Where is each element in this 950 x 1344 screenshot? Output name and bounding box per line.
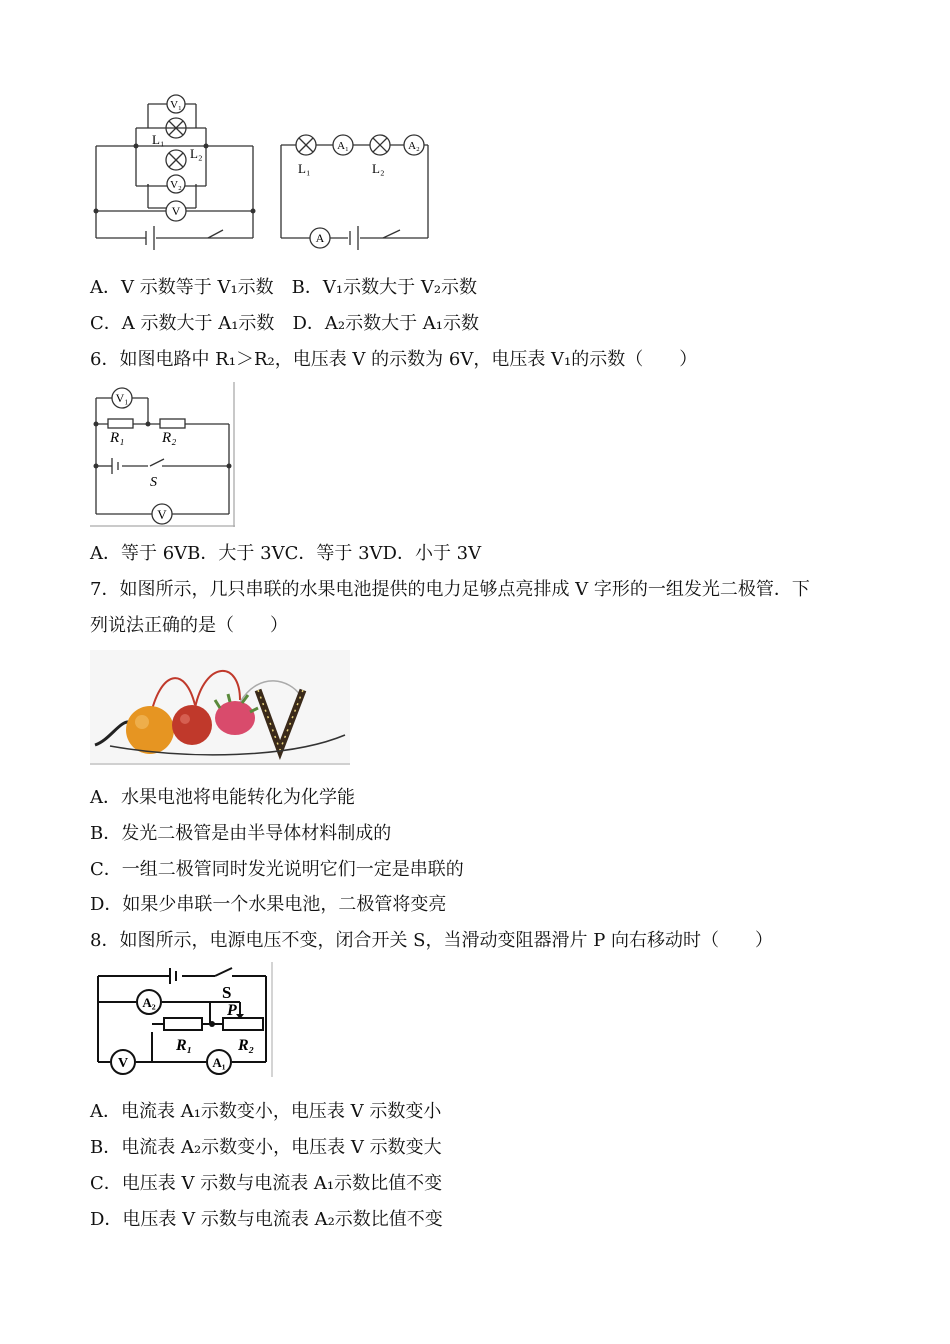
meter-v2-label: V₂ xyxy=(170,179,182,191)
q6-options: A．等于 6VB．大于 3VC．等于 3VD．小于 3V xyxy=(90,543,482,564)
q7-fruit-battery-photo xyxy=(90,650,350,765)
q8-option-c: C．电压表 V 示数与电流表 A₁示数比值不变 xyxy=(90,1173,443,1194)
meter-a-label: A xyxy=(315,231,325,245)
q5-option-a: A．V 示数等于 V₁示数 xyxy=(90,277,274,298)
meter-a1-label: A₁ xyxy=(337,140,349,152)
lamp-l2-right-label: L₂ xyxy=(372,161,385,176)
q8-circuit-figure xyxy=(90,962,280,1077)
lamp-l2-label: L₂ xyxy=(190,146,203,161)
q7-option-b: B．发光二极管是由半导体材料制成的 xyxy=(90,823,392,844)
fig6-v-label: V xyxy=(157,507,167,522)
q5-options-cd xyxy=(90,312,479,336)
q6-stem: 6．如图电路中 R₁＞R₂，电压表 V 的示数为 6V，电压表 V₁的示数（ ） xyxy=(90,349,698,370)
q6-circuit-figure xyxy=(90,382,235,527)
fig8-s-label: S xyxy=(222,983,232,1002)
fig8-a1-label: A₁ xyxy=(212,1055,226,1070)
fig6-s-label: S xyxy=(150,475,157,490)
q8-stem: 8．如图所示，电源电压不变，闭合开关 S，当滑动变阻器滑片 P 向右移动时（ ） xyxy=(90,930,774,951)
q7-stem-line2: 列说法正确的是（ ） xyxy=(90,615,288,636)
q5-option-b: B．V₁示数大于 V₂示数 xyxy=(291,277,478,298)
q5-option-d: D．A₂示数大于 A₁示数 xyxy=(292,313,480,334)
q7-option-d: D．如果少串联一个水果电池，二极管将变亮 xyxy=(90,894,447,915)
fig6-r2-label: R₂ xyxy=(162,430,177,446)
fig8-r2-label: R₂ xyxy=(238,1037,255,1054)
fig8-v-label: V xyxy=(117,1056,129,1071)
fig8-p-label: P xyxy=(227,1002,237,1019)
meter-v-label: V xyxy=(171,204,181,218)
q8-option-d: D．电压表 V 示数与电流表 A₂示数比值不变 xyxy=(90,1209,443,1230)
meter-v1-label: V₁ xyxy=(170,99,182,111)
fig8-a2-label: A₂ xyxy=(142,995,156,1010)
q8-option-b: B．电流表 A₂示数变小，电压表 V 示数变大 xyxy=(90,1137,442,1158)
q5-options-ab xyxy=(90,276,477,300)
lamp-l1-right-label: L₁ xyxy=(298,161,311,176)
fig6-v1-label: V₁ xyxy=(115,391,129,405)
q7-option-a: A．水果电池将电能转化为化学能 xyxy=(90,787,355,808)
q7-option-c: C．一组二极管同时发光说明它们一定是串联的 xyxy=(90,859,464,880)
fig8-r1-label: R₁ xyxy=(176,1037,193,1054)
q7-stem-line1: 7．如图所示，几只串联的水果电池提供的电力足够点亮排成 V 字形的一组发光二极管．下 xyxy=(90,579,810,600)
q8-option-a: A．电流表 A₁示数变小，电压表 V 示数变小 xyxy=(90,1101,442,1122)
lamp-l1-label: L₁ xyxy=(152,132,165,147)
q5-circuit-figure xyxy=(88,88,443,253)
meter-a2-label: A₂ xyxy=(408,140,420,152)
fig6-r1-label: R₁ xyxy=(110,430,125,446)
q5-option-c: C．A 示数大于 A₁示数 xyxy=(90,313,275,334)
